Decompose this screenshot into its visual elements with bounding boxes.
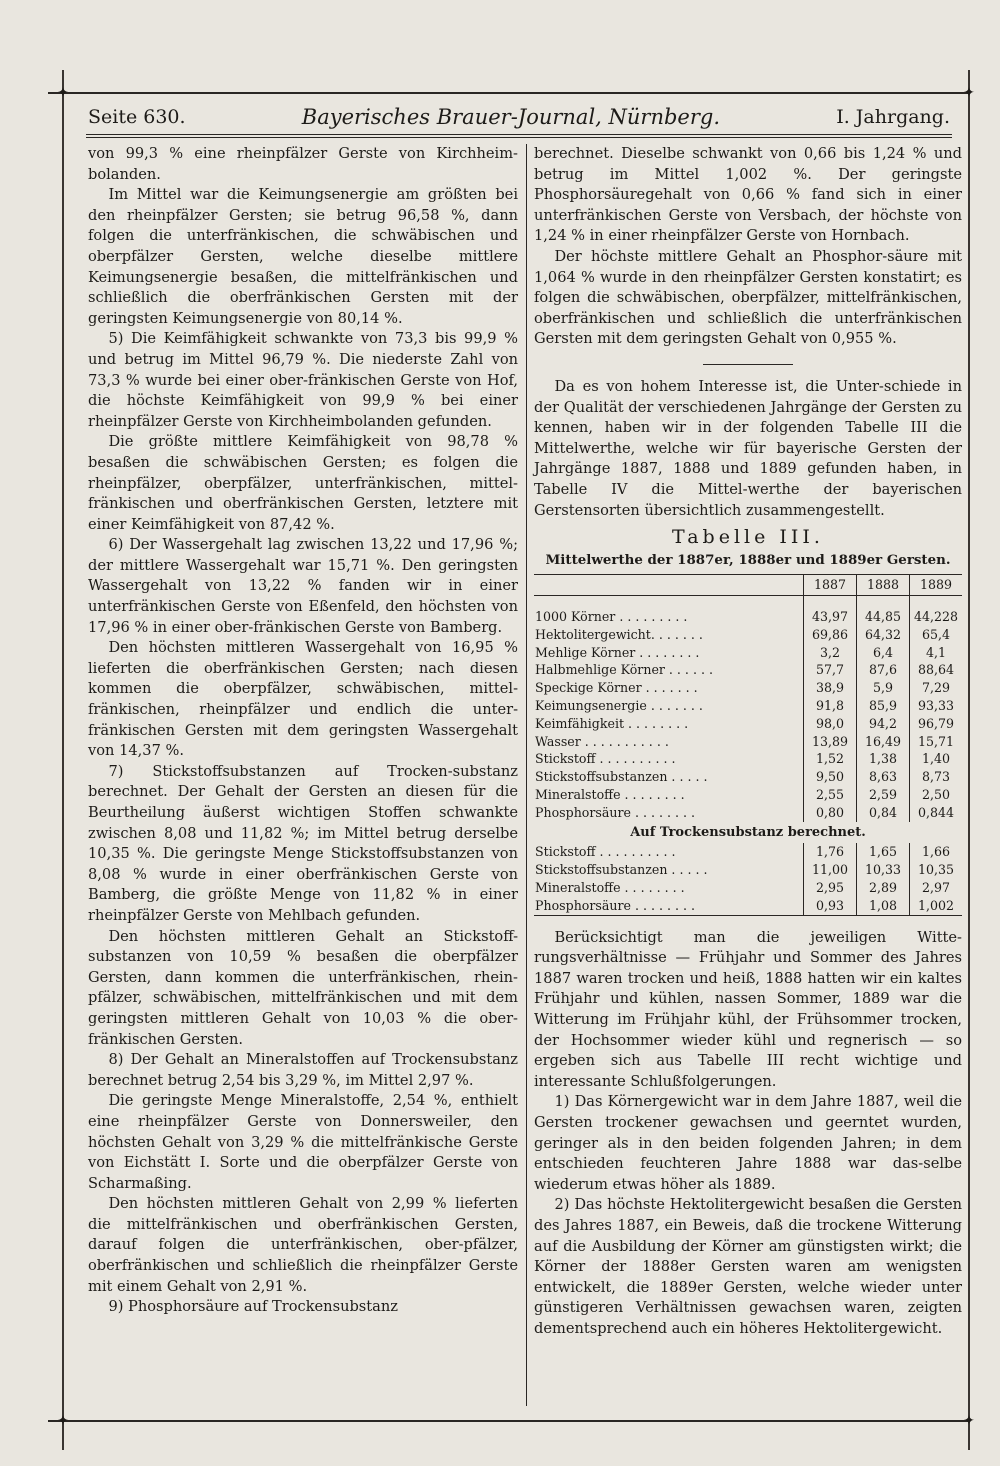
table-cell: 2,50 [910,786,963,804]
corner-ornament-icon: ✦ [57,85,69,101]
table-cell: 2,89 [857,879,910,897]
frame-left-line [62,70,64,1450]
table-cell: 64,32 [857,626,910,644]
corner-ornament-icon: ✦ [963,85,975,101]
table-cell: 1,65 [857,843,910,861]
table-cell: 1,66 [910,843,963,861]
table-cell: 11,00 [804,861,857,879]
paragraph: Die geringste Menge Mineralstoffe, 2,54 %, enthielt eine rheinpfälzer Gerste von Donnersweiler, den höchsten Gehalt von 3,29 % die mittelfränkische Gerste von Eichstätt I. Sorte und die oberpfälzer Gerste von Scharmaßing. [88,1092,518,1192]
table-cell: 10,35 [910,861,963,879]
table-cell: 1,08 [857,897,910,915]
table-cell: 1,76 [804,843,857,861]
section-separator [703,364,793,365]
table-cell: 3,2 [804,644,857,662]
table-row [534,786,962,804]
table-cell: 93,33 [910,697,963,715]
paragraph: Der höchste mittlere Gehalt an Phosphor-säure mit 1,064 % wurde in den rheinpfälzer Gersten konstatirt; es folgen die schwäbischen, oberpfälzer, mittelfränkischen, oberfränkischen und schließlich die unterfränkischen Gersten mit dem geringsten Gehalt von 0,955 %. [534,247,962,348]
table-row-label: Speckige Körner . . . . . . . [535,680,698,696]
table-cell: 0,84 [857,804,910,822]
table-cell: 8,73 [910,768,963,786]
table-cell: 44,228 [910,608,963,626]
header-rule [86,137,952,138]
table-row-label: Phosphorsäure . . . . . . . . [534,897,804,915]
paragraph: 7) Stickstoffsubstanzen auf Trocken-substanz berechnet. Der Gehalt der Gersten an diesen für die Beurtheilung äußerst wichtigen Stoffen schwankte zwischen 8,08 und 11,82 %; im Mittel betrug derselbe 10,35 %. Die geringste Menge Stickstoffsubstanzen von 8,08 % wurde in einer oberfränkischen Gerste von Bamberg, die größte Menge von 11,82 % in einer rheinpfälzer Gerste von Mehlbach gefunden. [88,762,518,924]
table-cell: 1,40 [910,750,963,768]
paragraph: 8) Der Gehalt an Mineralstoffen auf Trockensubstanz berechnet betrug 2,54 bis 3,29 %, im Mittel 2,97 %. [88,1051,518,1089]
table-row [534,879,962,897]
paragraph: Berücksichtigt man die jeweiligen Witte-rungsverhältnisse — Frühjahr und Sommer des Jahres 1887 waren trocken und heiß, 1888 hatten wir ein kaltes Frühjahr und kühlen, nassen Sommer, 1889 war die Witterung im Frühjahr kühl, der Frühsommer trocken, der Hochsommer wieder kühl und regnerisch — so ergeben sich aus Tabelle III recht wichtige und interessante Schlußfolgerungen. [534,928,962,1090]
table-row [534,750,962,768]
paragraph: 5) Die Keimfähigkeit schwankte von 73,3 bis 99,9 % und betrug im Mittel 96,79 %. Die niederste Zahl von 73,3 % wurde bei einer ober-fränkischen Gerste von Hof, die höchste Keimfähigkeit von 99,9 % bei einer rheinpfälzer Gerste von Kirchheimbolanden gefunden. [88,330,518,430]
table-body-dry [534,843,962,915]
table-cell: 96,79 [910,715,963,733]
table-row-label: 1000 Körner . . . . . . . . . [535,609,688,625]
table-cell: 1,38 [857,750,910,768]
table-row [534,861,962,879]
paragraph: 9) Phosphorsäure auf Trockensubstanz [108,1298,398,1316]
table-cell: 16,49 [857,733,910,751]
table-cell: 88,64 [910,661,963,679]
paragraph: 6) Der Wassergehalt lag zwischen 13,22 und 17,96 %; der mittlere Wassergehalt war 15,71 %. Den geringsten Wassergehalt von 13,22 % fanden wir in einer unterfränkischen Gerste von Eßenfeld, den höchsten von 17,96 % in einer ober-fränkischen Gerste von Bamberg. [88,536,518,636]
table-cell: 69,86 [804,626,857,644]
paragraph: Im Mittel war die Keimungsenergie am größten bei den rheinpfälzer Gersten; sie betrug 96,58 %, dann folgen die unterfränkischen, die schwäbischen und oberpfälzer Gersten, welche dieselbe mittlere Keimungsenergie besaßen, die mittelfränkischen und schließlich die oberfränkischen Gersten mit der geringsten Keimungsenergie von 80,14 %. [88,186,518,327]
table-cell: 5,9 [857,679,910,697]
table-row [534,626,962,644]
paragraph: 1) Das Körnergewicht war in dem Jahre 1887, weil die Gersten trockener gewachsen und geerntet wurden, geringer als in den beiden folgenden Jahren; in dem entschieden feuchteren Jahre 1888 war das-selbe wiederum etwas höher als 1889. [534,1093,962,1193]
table-row-label: Stickstoffsubstanzen . . . . . [535,769,708,785]
table-body [534,596,962,822]
table-cell: 1,52 [804,750,857,768]
table-cell: 43,97 [804,608,857,626]
table-cell: 57,7 [804,661,857,679]
table-row [534,661,962,679]
table-cell: 2,95 [804,879,857,897]
table-row-label: Stickstoff . . . . . . . . . . [535,751,676,767]
table-cell: 7,29 [910,679,963,697]
table-header-year: 1888 [857,575,910,596]
table-cell: 6,4 [857,644,910,662]
table-row [534,679,962,697]
table-row [534,608,962,626]
paragraph: von 99,3 % eine rheinpfälzer Gerste von Kirchheim-bolanden. [88,145,518,183]
table-row-label: Phosphorsäure . . . . . . . . [535,804,696,820]
table-cell: 2,97 [910,879,963,897]
table-row-label: Keimungsenergie . . . . . . . [535,698,703,714]
page-number: Seite 630. [88,106,186,128]
table-cell: 2,55 [804,786,857,804]
table-cell: 0,80 [804,804,857,822]
table-cell: 85,9 [857,697,910,715]
table-row-label: Keimfähigkeit . . . . . . . . [535,715,689,731]
table-row [534,897,962,915]
table-row [534,697,962,715]
frame-bottom-rule [48,1420,968,1422]
table-cell: 2,59 [857,786,910,804]
corner-ornament-icon: ✦ [963,1413,975,1429]
table-title: Tabelle III. [672,526,824,549]
paragraph: Die größte mittlere Keimfähigkeit von 98,78 % besaßen die schwäbischen Gersten; es folgen die rheinpfälzer, oberpfälzer, unterfränkischen, mittel-fränkischen und oberfränkischen Gersten, letztere mit einer Keimfähigkeit von 87,42 %. [88,433,518,533]
table-header-blank [534,575,804,596]
paragraph: Den höchsten mittleren Gehalt von 2,99 % lieferten die mittelfränkischen und oberfränkischen Gersten, darauf folgen die unterfränkischen, ober-pfälzer, oberfränkischen und schließlich die rheinpfälzer Gerste mit einem Gehalt von 2,91 %. [88,1195,518,1295]
table-cell: 98,0 [804,715,857,733]
table-row-label: Halbmehlige Körner . . . . . . [535,662,713,678]
table-cell: 1,002 [910,897,963,915]
table-section-label: Auf Trockensubstanz berechnet. [630,824,866,840]
table-cell: 4,1 [910,644,963,662]
table-cell: 10,33 [857,861,910,879]
table-cell: 94,2 [857,715,910,733]
table-header-year: 1889 [910,575,963,596]
table-cell: 15,71 [910,733,963,751]
table-cell: 9,50 [804,768,857,786]
table-row [534,733,962,751]
corner-ornament-icon: ✦ [57,1413,69,1429]
column-divider [526,144,527,1406]
paragraph: 2) Das höchste Hektolitergewicht besaßen die Gersten des Jahres 1887, ein Beweis, daß die trockene Witterung auf die Ausbildung der Körner am günstigsten wirkt; die Körner der 1888er Gersten waren am wenigsten entwickelt, die 1889er Gersten, welche wieder unter günstigeren Verhältnissen gewachsen waren, zeigten dementsprechend auch ein höheres Hektolitergewicht. [534,1196,962,1337]
table-cell: 38,9 [804,679,857,697]
left-column [88,144,518,1318]
paragraph: berechnet. Dieselbe schwankt von 0,66 bis 1,24 % und betrug im Mittel 1,002 %. Der geringste Phosphorsäuregehalt von 0,66 % fand sich in einer unterfränkischen Gerste von Versbach, der höchste von 1,24 % in einer rheinpfälzer Gerste von Hornbach. [534,145,962,245]
table-row [534,715,962,733]
table-subtitle: Mittelwerthe der 1887er, 1888er und 1889er Gersten. [545,551,951,568]
table-row-label: Wasser . . . . . . . . . . . [535,733,669,749]
table-cell: 0,93 [804,897,857,915]
paragraph: Den höchsten mittleren Wassergehalt von 16,95 % lieferten die oberfränkischen Gersten; nach diesen kommen die oberpfälzer, schwäbischen, mittel-fränkischen, rheinpfälzer und endlich die unter-fränkischen Gersten mit dem geringsten Wassergehalt von 14,37 %. [88,639,518,760]
paragraph: Den höchsten mittleren Gehalt an Stickstoff-substanzen von 10,59 % besaßen die oberpfälzer Gersten, dann kommen die unterfränkischen, rhein-pfälzer, schwäbischen, mittelfränkischen und mit dem geringsten mittleren Gehalt von 10,03 % die ober-fränkischen Gersten. [88,927,518,1048]
paragraph: Da es von hohem Interesse ist, die Unter-schiede in der Qualität der verschiedenen Jahrgänge der Gersten zu kennen, haben wir in der folgenden Tabelle III die Mittelwerthe, welche wir für bayerische Gersten der Jahrgänge 1887, 1888 und 1889 gefunden haben, in Tabelle IV die Mittel-werthe der bayerischen Gerstensorten übersichtlich zusammengestellt. [534,377,962,519]
table-row-label: Mehlige Körner . . . . . . . . [535,644,700,660]
table-row [534,768,962,786]
table-cell: 65,4 [910,626,963,644]
table-cell: 13,89 [804,733,857,751]
table-row-label: Stickstoff . . . . . . . . . . [535,844,676,860]
header-rule [86,134,952,135]
table-header-year: 1887 [804,575,857,596]
table-cell: 91,8 [804,697,857,715]
volume-year: I. Jahrgang. [836,106,950,128]
data-table [534,574,962,915]
table-cell: 87,6 [857,661,910,679]
table-row [534,644,962,662]
table-row-label: Hektolitergewicht. . . . . . . [535,626,703,642]
frame-right-line [968,70,970,1450]
table-row-label: Mineralstoffe . . . . . . . . [535,880,685,896]
table-row-label: Mineralstoffe . . . . . . . . [535,787,685,803]
table-cell: 44,85 [857,608,910,626]
table-cell: 8,63 [857,768,910,786]
page-header [88,100,950,134]
frame-top-rule [48,92,968,94]
table-row-label: Stickstoffsubstanzen . . . . . [535,862,708,878]
right-column [534,144,962,1340]
journal-title: Bayerisches Brauer-Journal, Nürnberg. [301,105,721,129]
table-cell: 0,844 [910,804,963,822]
table-row [534,843,962,861]
table-row [534,804,962,822]
